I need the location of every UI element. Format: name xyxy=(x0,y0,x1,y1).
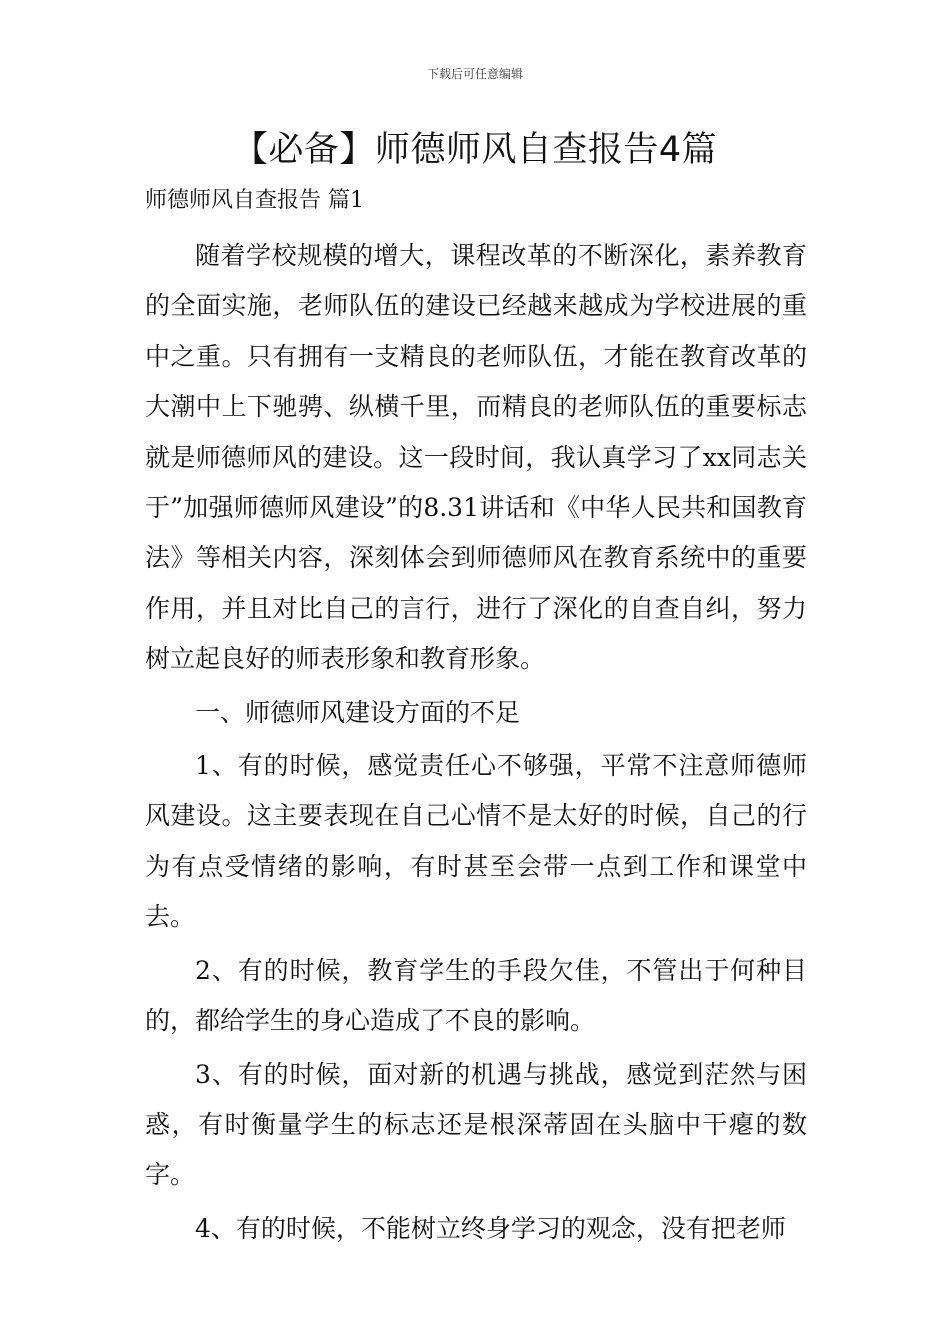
paragraph-item-3: 3、有的时候，面对新的机遇与挑战，感觉到茫然与困惑，有时衡量学生的标志还是根深蒂固在头脑中干瘪的数字。 xyxy=(145,1059,807,1190)
paragraph-item-2: 2、有的时候，教育学生的手段欠佳，不管出于何种目的，都给学生的身心造成了不良的影响。 xyxy=(145,955,807,1036)
header-note: 下载后可任意编辑 xyxy=(426,67,523,81)
document-title: 【必备】师德师风自查报告4篇 xyxy=(232,130,718,170)
document-body xyxy=(145,231,807,1254)
paragraph-item-1: 1、有的时候，感觉责任心不够强，平常不注意师德师风建设。这主要表现在自己心情不是太好的时候，自己的行为有点受情绪的影响，有时甚至会带一点到工作和课堂中去。 xyxy=(145,751,807,932)
paragraph-intro: 随着学校规模的增大，课程改革的不断深化，素养教育的全面实施，老师队伍的建设已经越来越成为学校进展的重中之重。只有拥有一支精良的老师队伍，才能在教育改革的大潮中上下驰骋、纵横千里，而精良的老师队伍的重要标志就是师德师风的建设。这一段时间，我认真学习了xx同志关于”加强师德师风建设”的8.31讲话和《中华人民共和国教育法》等相关内容，深刻体会到师德师风在教育系统中的重要作用，并且对比自己的言行，进行了深化的自查自纠，努力树立起良好的师表形象和教育形象。 xyxy=(145,241,807,674)
paragraph-item-4: 4、有的时候，不能树立终身学习的观念，没有把老师 xyxy=(195,1213,786,1243)
subheading-shortcomings: 一、师德师风建设方面的不足 xyxy=(195,697,521,727)
section-heading: 师德师风自查报告 篇1 xyxy=(145,188,364,213)
